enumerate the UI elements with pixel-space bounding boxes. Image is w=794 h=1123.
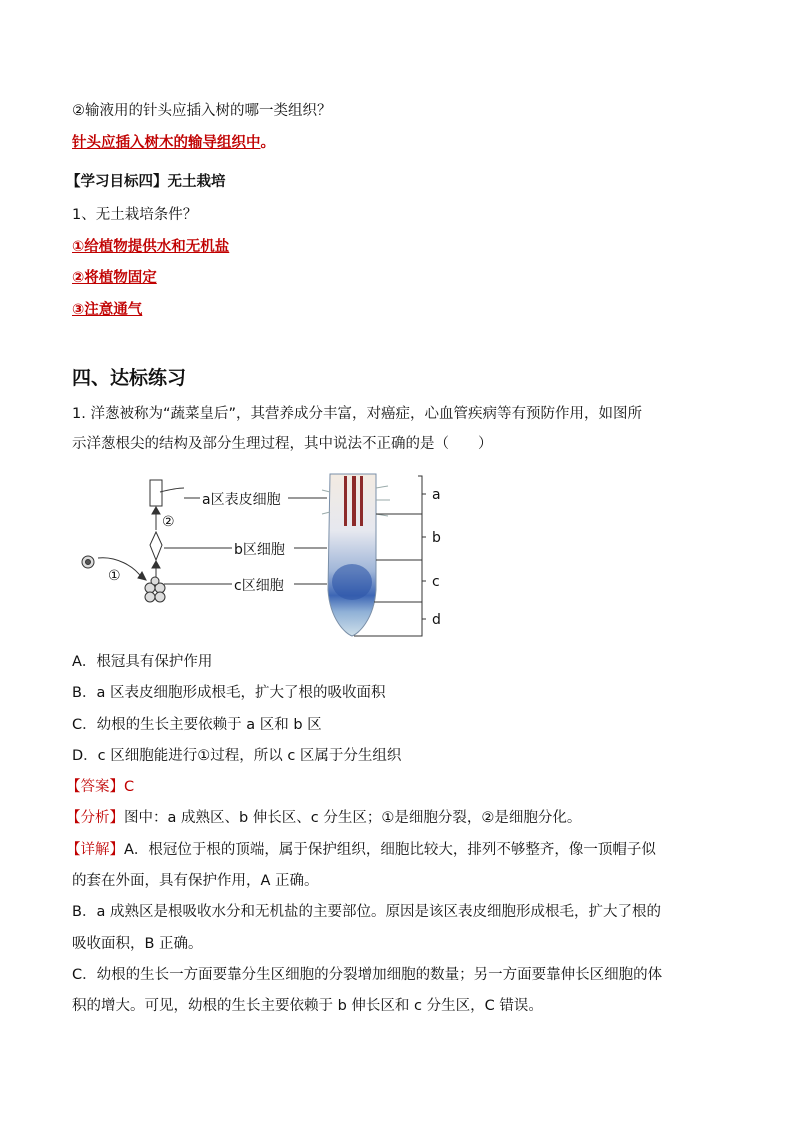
section-heading: 四、达标练习 <box>72 367 187 389</box>
label-a-cell: a区表皮细胞 <box>202 492 281 508</box>
analysis-tag: 【分析】 <box>66 810 124 826</box>
answer-tag: 【答案】 <box>66 779 124 795</box>
zone-c-label: c <box>432 574 440 590</box>
label-c-cell: c区细胞 <box>234 578 284 594</box>
analysis-line <box>66 808 581 828</box>
soilless-question: 1、无土栽培条件？ <box>72 207 198 223</box>
question-stem-line2: 示洋葱根尖的结构及部分生理过程，其中说法不正确的是（ ） <box>72 436 493 452</box>
onion-root-tip-figure <box>72 470 452 640</box>
condition-2: ②将植物固定 <box>72 270 157 286</box>
label-b-cell: b区细胞 <box>234 542 285 558</box>
analysis-text: 图中：a 成熟区、b 伸长区、c 分生区；①是细胞分裂，②是细胞分化。 <box>124 810 582 826</box>
detail-b-line1: B．a 成熟区是根吸收水分和无机盐的主要部位。原因是该区表皮细胞形成根毛，扩大了根的 <box>72 904 661 920</box>
zone-d-label: d <box>432 612 441 628</box>
detail-a-line2: 的套在外面，具有保护作用，A 正确。 <box>72 873 319 889</box>
option-b: B．a 区表皮细胞形成根毛，扩大了根的吸收面积 <box>72 685 386 701</box>
question-2-text: ②输液用的针头应插入树的哪一类组织？ <box>72 103 332 119</box>
question-stem-line1: 1. 洋葱被称为“蔬菜皇后”，其营养成分丰富，对癌症，心血管疾病等有预防作用，如图所 <box>72 406 642 422</box>
single-cell <box>82 556 94 568</box>
condition-1: ①给植物提供水和无机盐 <box>72 239 230 255</box>
detail-a-text1: A．根冠位于根的顶端，属于保护组织，细胞比较大，排列不够整齐，像一顶帽子似 <box>124 842 656 858</box>
root-tip-micrograph <box>322 474 390 636</box>
option-d: D．c 区细胞能进行①过程，所以 c 区属于分生组织 <box>72 748 402 764</box>
detail-a-line1 <box>66 840 656 860</box>
process-2-label: ② <box>162 514 175 530</box>
condition-3: ③注意通气 <box>72 302 143 318</box>
detail-tag: 【详解】 <box>66 842 124 858</box>
answer-2-period: 。 <box>260 135 275 151</box>
detail-c-line1: C．幼根的生长一方面要靠分生区细胞的分裂增加细胞的数量；另一方面要靠伸长区细胞的体 <box>72 967 663 983</box>
process-1-label: ① <box>108 568 121 584</box>
zone-b-label: b <box>432 530 441 546</box>
option-a: A．根冠具有保护作用 <box>72 654 213 670</box>
answer-2 <box>72 133 275 153</box>
answer-line <box>66 777 134 797</box>
dividing-cells <box>145 577 165 602</box>
option-c: C．幼根的生长主要依赖于 a 区和 b 区 <box>72 717 322 733</box>
answer-2-text: 针头应插入树木的输导组织中 <box>72 135 261 151</box>
goal-4-heading: 【学习目标四】无土栽培 <box>66 174 226 190</box>
detail-b-line2: 吸收面积，B 正确。 <box>72 936 203 952</box>
answer-value: C <box>124 779 135 795</box>
detail-c-line2: 积的增大。可见，幼根的生长主要依赖于 b 伸长区和 c 分生区，C 错误。 <box>72 998 543 1014</box>
zone-a-label: a <box>432 487 441 503</box>
